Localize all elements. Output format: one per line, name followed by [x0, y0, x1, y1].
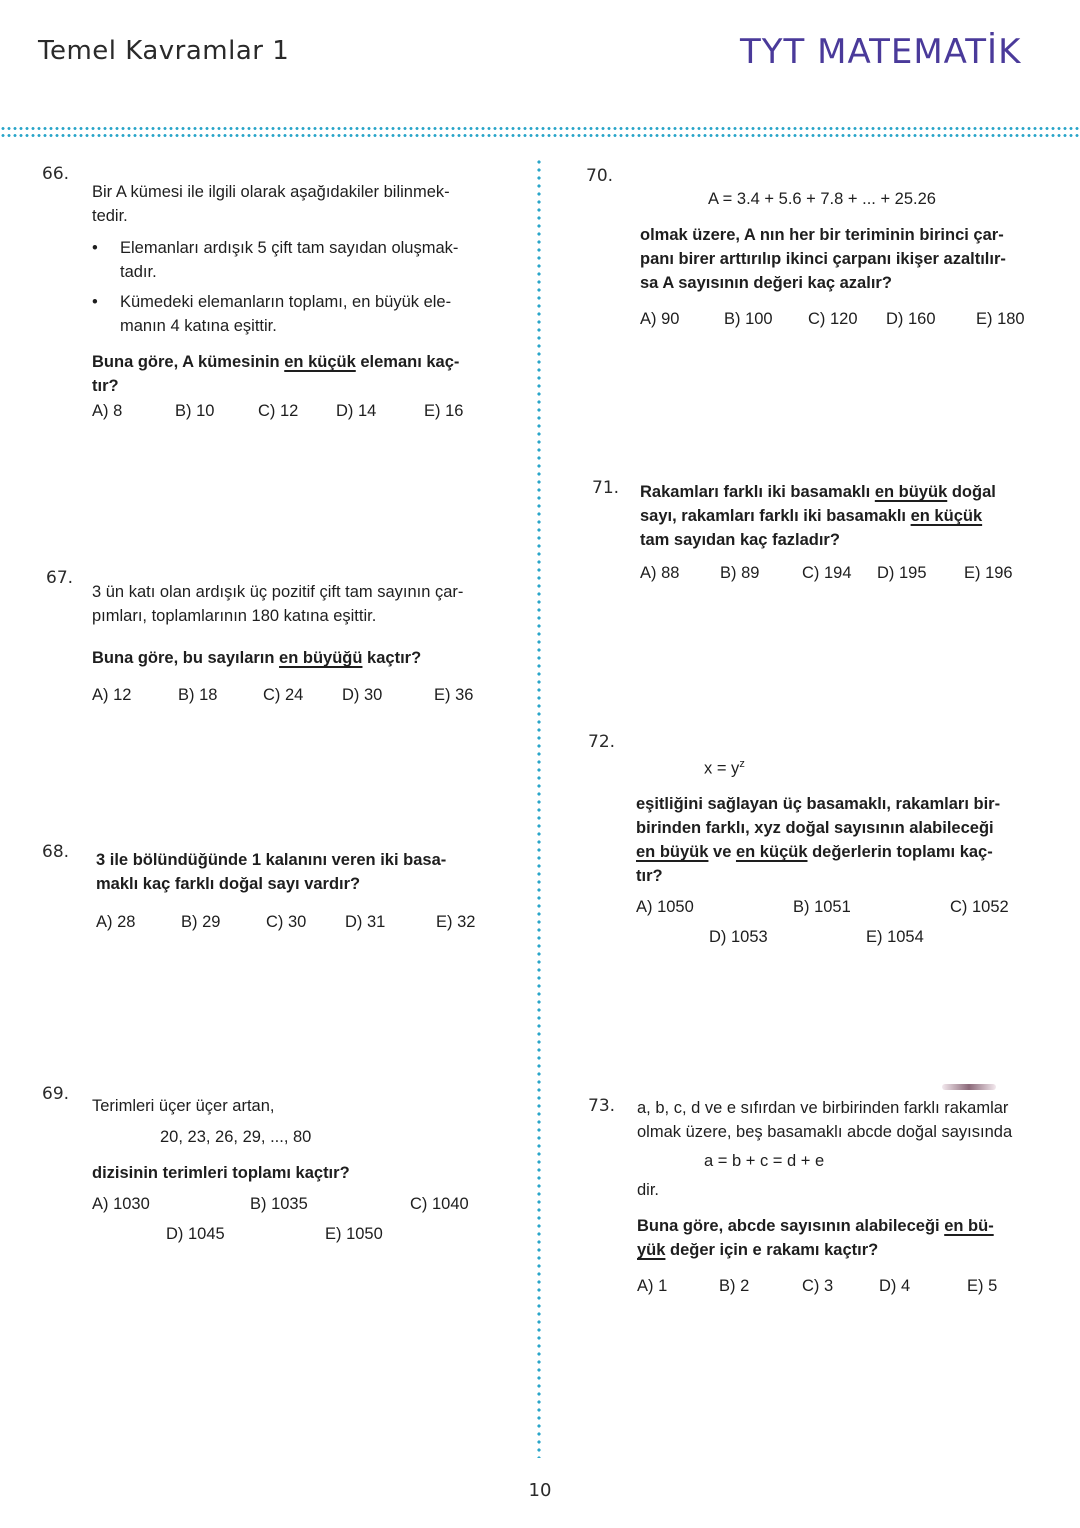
- choice-b[interactable]: B) 2: [719, 1277, 750, 1295]
- question-67-line: pımları, toplamlarının 180 katına eşittir.: [92, 607, 377, 625]
- question-73-formula: a = b + c = d + e: [704, 1152, 825, 1170]
- question-66-stem: [92, 180, 492, 398]
- column-divider: [537, 158, 541, 1458]
- choice-b[interactable]: B) 100: [724, 310, 773, 328]
- choice-a[interactable]: A) 12: [92, 686, 132, 704]
- ink-smudge: [942, 1084, 996, 1090]
- condition-item: • Elemanları ardışık 5 çift tam sayıdan oluşmak- tadır.: [92, 236, 492, 284]
- question-73-number: 73.: [588, 1096, 616, 1116]
- choice-a[interactable]: A) 88: [640, 564, 680, 582]
- choice-a[interactable]: A) 1: [637, 1277, 668, 1295]
- question-69-stem: [92, 1094, 512, 1118]
- question-71-line: Rakamları farklı iki basamaklı en büyük doğal: [640, 483, 996, 501]
- question-73-line: dir.: [637, 1181, 660, 1199]
- choice-a[interactable]: A) 8: [92, 402, 123, 420]
- question-67-line: 3 ün katı olan ardışık üç pozitif çift tam sayının çar-: [92, 583, 464, 601]
- choice-c[interactable]: C) 120: [808, 310, 858, 328]
- choice-d[interactable]: D) 195: [877, 564, 927, 582]
- choice-c[interactable]: C) 194: [802, 564, 852, 582]
- question-66-number: 66.: [42, 164, 70, 184]
- choice-c[interactable]: C) 1040: [410, 1195, 469, 1213]
- question-71-number: 71.: [592, 478, 620, 498]
- choice-e[interactable]: E) 16: [424, 402, 464, 420]
- question-67-number: 67.: [46, 568, 74, 588]
- question-69-number: 69.: [42, 1084, 70, 1104]
- question-68-line: 3 ile bölündüğünde 1 kalanını veren iki basa-: [96, 851, 447, 869]
- choice-d[interactable]: D) 14: [336, 402, 377, 420]
- choice-d[interactable]: D) 160: [886, 310, 936, 328]
- choice-b[interactable]: B) 89: [720, 564, 760, 582]
- condition-item: • Kümedeki elemanların toplamı, en büyük ele- manın 4 katına eşittir.: [92, 290, 492, 338]
- question-73-prompt: Buna göre, abcde sayısının alabileceği en bü- yük değer için e rakamı kaçtır?: [637, 1217, 994, 1259]
- question-66-conditions: [92, 236, 492, 338]
- book-title: TYT MATEMATİK: [740, 32, 1022, 72]
- choice-b[interactable]: B) 1035: [250, 1195, 308, 1213]
- question-68-line: maklı kaç farklı doğal sayı vardır?: [96, 875, 361, 893]
- choice-b[interactable]: B) 1051: [793, 898, 851, 916]
- choice-b[interactable]: B) 29: [181, 913, 221, 931]
- question-73-line: olmak üzere, beş basamaklı abcde doğal sayısında: [637, 1123, 1013, 1141]
- choice-d[interactable]: D) 1053: [709, 928, 768, 946]
- question-70-formula: A = 3.4 + 5.6 + 7.8 + ... + 25.26: [708, 190, 936, 208]
- question-72-line: eşitliğini sağlayan üç basamaklı, rakamları bir-: [636, 795, 1001, 813]
- question-71-line: tam sayıdan kaç fazladır?: [640, 531, 840, 549]
- question-72-line: tır?: [636, 867, 663, 885]
- question-69-sequence: 20, 23, 26, 29, ..., 80: [160, 1128, 312, 1146]
- choice-b[interactable]: B) 18: [178, 686, 218, 704]
- choice-d[interactable]: D) 30: [342, 686, 383, 704]
- choice-e[interactable]: E) 180: [976, 310, 1025, 328]
- choice-b[interactable]: B) 10: [175, 402, 215, 420]
- header-divider-bottom: [0, 134, 1080, 137]
- question-71-line: sayı, rakamları farklı iki basamaklı en küçük: [640, 507, 983, 525]
- choice-e[interactable]: E) 36: [434, 686, 474, 704]
- choice-e[interactable]: E) 32: [436, 913, 476, 931]
- question-70-line: panı birer arttırılıp ikinci çarpanı ikişer azaltılır-: [640, 250, 1006, 268]
- question-69-choices: [92, 1195, 512, 1255]
- choice-c[interactable]: C) 24: [263, 686, 304, 704]
- question-69-prompt: dizisinin terimleri toplamı kaçtır?: [92, 1164, 350, 1182]
- chapter-title: Temel Kavramlar 1: [38, 36, 290, 66]
- question-72-formula: $x = y^z$: [704, 758, 745, 778]
- question-67-prompt: Buna göre, bu sayıların en büyüğü kaçtır?: [92, 649, 422, 667]
- page-number: 10: [528, 1480, 552, 1501]
- choice-d[interactable]: D) 1045: [166, 1225, 225, 1243]
- choice-e[interactable]: E) 1050: [325, 1225, 383, 1243]
- question-71-stem: [640, 480, 1040, 552]
- question-70-line: olmak üzere, A nın her bir teriminin birinci çar-: [640, 226, 1004, 244]
- choice-a[interactable]: A) 1030: [92, 1195, 150, 1213]
- question-68-stem: [96, 848, 506, 896]
- question-72-line: en büyük ve en küçük değerlerin toplamı kaç-: [636, 843, 993, 861]
- question-70-number: 70.: [586, 166, 614, 186]
- question-70-line: sa A sayısının değeri kaç azalır?: [640, 274, 892, 292]
- choice-c[interactable]: C) 12: [258, 402, 299, 420]
- question-73-stem: [637, 1096, 1037, 1144]
- choice-d[interactable]: D) 4: [879, 1277, 911, 1295]
- choice-d[interactable]: D) 31: [345, 913, 386, 931]
- question-72-choices: [636, 898, 1036, 958]
- choice-a[interactable]: A) 90: [640, 310, 680, 328]
- question-73-line: a, b, c, d ve e sıfırdan ve birbirinden farklı rakamlar: [637, 1099, 1009, 1117]
- question-66-line: Bir A kümesi ile ilgili olarak aşağıdakiler bilinmek-: [92, 183, 450, 201]
- choice-a[interactable]: A) 1050: [636, 898, 694, 916]
- question-68-number: 68.: [42, 842, 70, 862]
- choice-c[interactable]: C) 1052: [950, 898, 1009, 916]
- choice-a[interactable]: A) 28: [96, 913, 136, 931]
- choice-e[interactable]: E) 5: [967, 1277, 998, 1295]
- question-72-line: birinden farklı, xyz doğal sayısının alabileceği: [636, 819, 994, 837]
- choice-c[interactable]: C) 3: [802, 1277, 834, 1295]
- question-72-number: 72.: [588, 732, 616, 752]
- question-66-prompt: Buna göre, A kümesinin en küçük elemanı kaç-: [92, 353, 460, 371]
- question-70-stem: [640, 223, 1040, 295]
- choice-e[interactable]: E) 196: [964, 564, 1013, 582]
- choice-c[interactable]: C) 30: [266, 913, 307, 931]
- question-67-stem: [92, 580, 502, 670]
- question-66-line: tedir.: [92, 207, 128, 225]
- choice-e[interactable]: E) 1054: [866, 928, 924, 946]
- question-66-prompt-cont: tır?: [92, 377, 119, 395]
- header-divider-top: [0, 127, 1080, 130]
- question-69-line: Terimleri üçer üçer artan,: [92, 1097, 275, 1115]
- question-72-stem: [636, 792, 1036, 888]
